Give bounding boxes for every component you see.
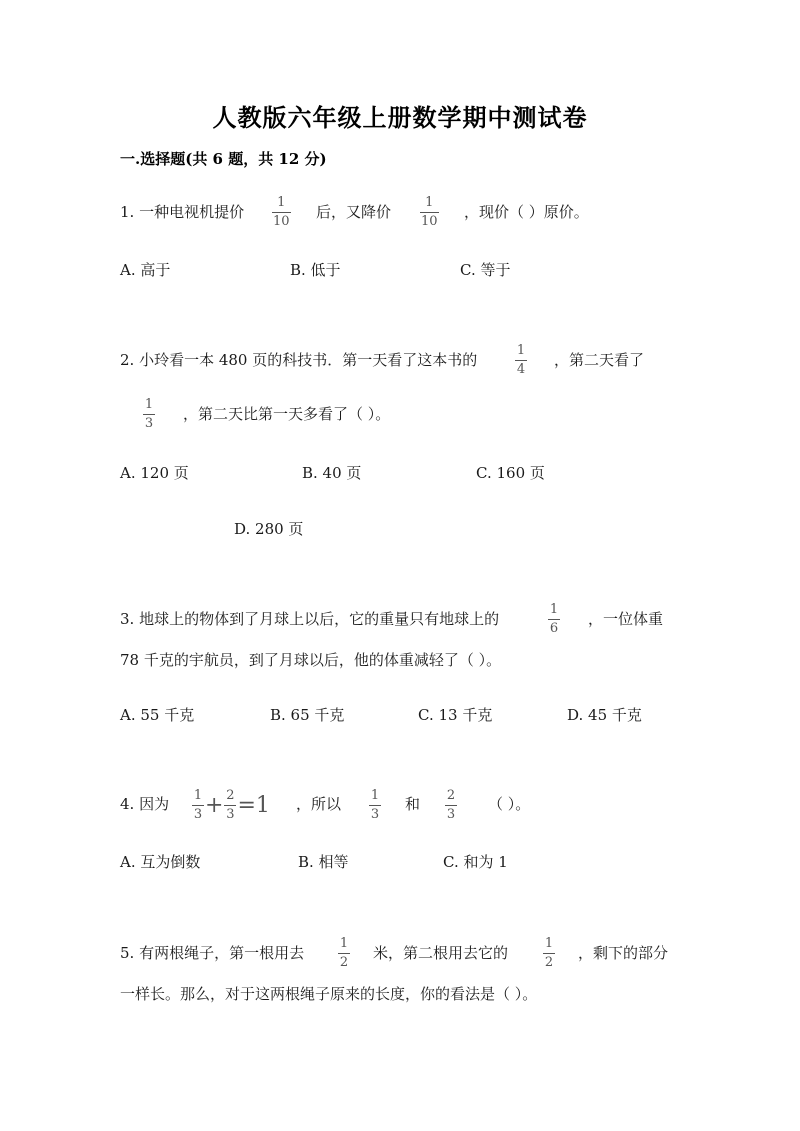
question-text: 78 千克的宇航员，到了月球以后，他的体重减轻了（ ）。	[120, 651, 502, 669]
question-text: 后，又降价	[316, 203, 392, 221]
fraction-bar	[143, 414, 155, 415]
option-a[interactable]: A. 互为倒数	[120, 853, 201, 871]
fraction	[192, 789, 204, 822]
fraction	[224, 789, 236, 822]
question-text: 4. 因为	[120, 795, 170, 813]
question-text: 一样长。那么，对于这两根绳子原来的长度，你的看法是（ ）。	[120, 985, 538, 1003]
fraction-bar	[515, 360, 527, 361]
numerator: 1	[277, 195, 286, 210]
question-text: ，现价（ ）原价。	[464, 203, 589, 221]
option-c[interactable]: C. 等于	[460, 261, 511, 279]
question-text: ，一位体重	[588, 610, 664, 628]
numerator: 1	[516, 343, 526, 358]
denominator: 4	[516, 362, 526, 377]
fraction	[548, 603, 560, 636]
fraction	[445, 789, 457, 822]
question-text: ，所以	[296, 795, 342, 813]
plus-sign: +	[205, 792, 224, 818]
fraction-bar	[543, 953, 555, 954]
fraction	[543, 937, 555, 970]
equation	[192, 789, 271, 822]
fraction-bar	[272, 212, 291, 213]
numerator: 1	[544, 936, 554, 951]
denominator: 6	[549, 621, 559, 636]
question-text: （ ）。	[488, 795, 531, 813]
option-c[interactable]: C. 160 页	[476, 464, 545, 482]
numerator: 1	[339, 936, 349, 951]
question-text: ，第二天看了	[554, 351, 645, 369]
fraction-bar	[192, 805, 204, 806]
option-c[interactable]: C. 13 千克	[418, 706, 493, 724]
fraction-bar	[369, 805, 381, 806]
numerator: 1	[425, 195, 434, 210]
denominator: 2	[339, 955, 349, 970]
denominator: 3	[193, 807, 203, 822]
numerator: 2	[226, 788, 235, 803]
section-heading: 一.选择题(共 6 题，共 12 分)	[120, 150, 327, 168]
page-title: 人教版六年级上册数学期中测试卷	[212, 103, 588, 132]
option-a[interactable]: A. 55 千克	[120, 706, 195, 724]
fraction	[420, 196, 439, 229]
denominator: 10	[273, 214, 290, 229]
fraction	[515, 344, 527, 377]
option-b[interactable]: B. 40 页	[302, 464, 362, 482]
equals-one: =1	[237, 792, 270, 818]
option-b[interactable]: B. 相等	[298, 853, 349, 871]
fraction	[369, 789, 381, 822]
numerator: 1	[193, 788, 203, 803]
fraction-bar	[445, 805, 457, 806]
numerator: 2	[446, 788, 456, 803]
option-a[interactable]: A. 高于	[120, 261, 171, 279]
question-text: 米，第二根用去它的	[373, 944, 509, 962]
option-d[interactable]: D. 280 页	[234, 520, 304, 538]
question-text: ，第二天比第一天多看了（ ）。	[183, 405, 391, 423]
denominator: 3	[370, 807, 380, 822]
fraction	[143, 398, 155, 431]
denominator: 3	[446, 807, 456, 822]
numerator: 1	[370, 788, 380, 803]
numerator: 1	[144, 397, 154, 412]
denominator: 3	[144, 416, 154, 431]
question-text: ，剩下的部分	[578, 944, 669, 962]
option-a[interactable]: A. 120 页	[120, 464, 189, 482]
question-text: 和	[405, 795, 421, 813]
question-text: 3. 地球上的物体到了月球上以后，它的重量只有地球上的	[120, 610, 500, 628]
fraction-bar	[548, 619, 560, 620]
option-b[interactable]: B. 低于	[290, 261, 341, 279]
fraction-bar	[224, 805, 236, 806]
option-c[interactable]: C. 和为 1	[443, 853, 508, 871]
denominator: 10	[421, 214, 438, 229]
question-text: 5. 有两根绳子，第一根用去	[120, 944, 305, 962]
option-d[interactable]: D. 45 千克	[567, 706, 642, 724]
fraction-bar	[420, 212, 439, 213]
fraction	[272, 196, 291, 229]
numerator: 1	[549, 602, 559, 617]
question-text: 2. 小玲看一本 480 页的科技书．第一天看了这本书的	[120, 351, 478, 369]
question-text: 1. 一种电视机提价	[120, 203, 245, 221]
option-b[interactable]: B. 65 千克	[270, 706, 345, 724]
denominator: 2	[544, 955, 554, 970]
fraction-bar	[338, 953, 350, 954]
denominator: 3	[226, 807, 235, 822]
fraction	[338, 937, 350, 970]
